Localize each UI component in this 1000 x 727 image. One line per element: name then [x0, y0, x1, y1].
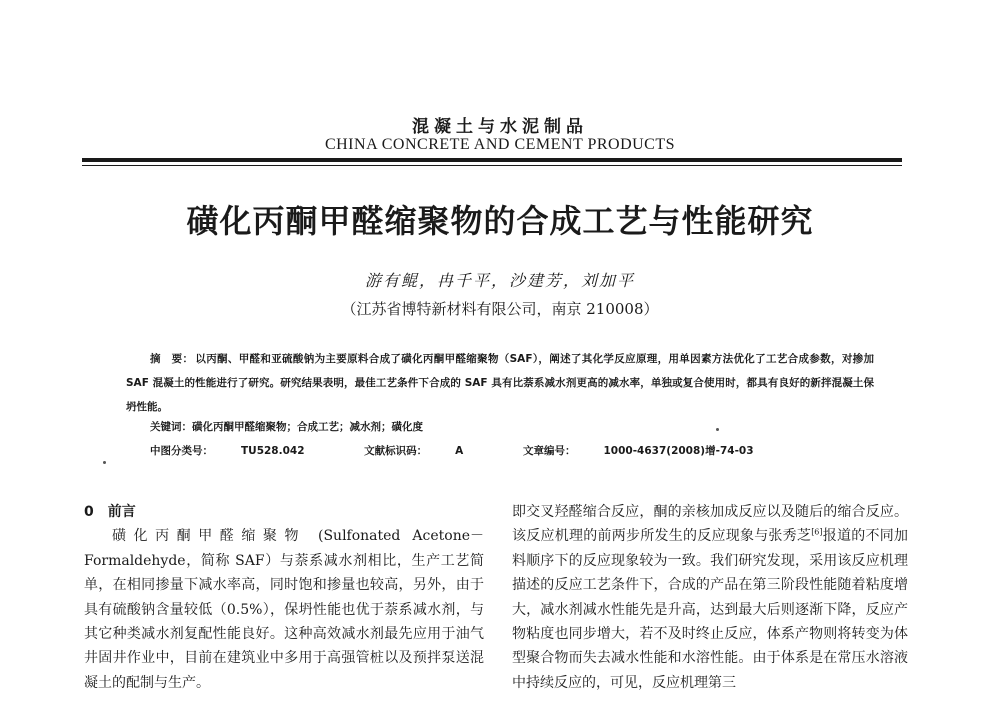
clc-label: 中图分类号：	[150, 445, 213, 457]
keywords-text: 磺化丙酮甲醛缩聚物；合成工艺；减水剂；磺化度	[192, 421, 423, 433]
citation-reference: [6]	[811, 527, 823, 537]
header-rule-thick	[82, 158, 902, 162]
left-column	[84, 500, 484, 695]
right-paragraph-start: 即交叉羟醛缩合反应，酮的亲核加成反应以及随后的缩合反应。该反应机理的前两步所发生的反应现象与张秀芝	[512, 504, 908, 545]
left-paragraph: 磺化丙酮甲醛缩聚物 (Sulfonated Acetone－Formaldehyde，简称 SAF）与萘系减水剂相比，生产工艺简单，在相同掺量下减水率高，同时饱和掺量也较高，另外，由于具有硫酸钠含量较低（0.5%），保坍性能也优于萘系减水剂，与其它种类减水剂复配性能良好。这种高效减水剂最先应用于油气井固井作业中，目前在建筑业中多用于高强管桩以及预拌泵送混凝土的配制与生产。	[84, 528, 484, 691]
clc-group	[150, 445, 333, 457]
journal-name-en: CHINA CONCRETE AND CEMENT PRODUCTS	[324, 136, 676, 153]
article-affiliation: （江苏省博特新材料有限公司，南京 210008）	[341, 300, 659, 318]
scan-speck	[716, 428, 719, 431]
article-authors: 游有鲲，冉千平，沙建芳，刘加平	[364, 271, 635, 290]
article-title: 磺化丙酮甲醛缩聚物的合成工艺与性能研究	[186, 202, 814, 240]
doc-code-label: 文献标识码：	[364, 445, 428, 457]
keywords-line	[150, 419, 423, 434]
section-heading	[84, 500, 484, 524]
abstract-text: 以丙酮、甲醛和亚硫酸钠为主要原料合成了磺化丙酮甲醛缩聚物（SAF），阐述了其化学反应原理，用单因素方法优化了工艺合成参数，对掺加 SAF 混凝土的性能进行了研究。研究结果表明，最佳工艺条件下合成的 SAF 具有比萘系减水剂更高的减水率，单独或复合使用时，都具有良好的新拌混凝土保坍性能。	[126, 353, 875, 413]
abstract	[126, 347, 874, 419]
classification-line	[150, 443, 810, 458]
right-column	[512, 500, 908, 695]
clc-value: TU528.042	[241, 445, 305, 457]
header-rule-thin	[82, 165, 902, 166]
section-number: 0	[84, 504, 94, 520]
section-title: 前言	[107, 504, 136, 520]
doc-code-value: A	[455, 445, 464, 457]
right-paragraph-rest: 报道的不同加料顺序下的反应现象较为一致。我们研究发现，采用该反应机理描述的反应工艺条件下，合成的产品在第三阶段性能随着粘度增大，减水剂减水性能先是升高，达到最大后则逐渐下降，反应产物粘度也同步增大，若不及时终止反应，体系产物则将转变为体型聚合物而失去减水性能和水溶性能。由于体系是在常压水溶液中持续反应的，可见，反应机理第三	[512, 528, 909, 691]
article-no-group	[523, 445, 782, 457]
scan-speck	[103, 461, 106, 464]
keywords-label: 关键词：	[150, 421, 192, 433]
article-no-label: 文章编号：	[522, 445, 576, 457]
abstract-label: 摘 要：	[150, 353, 194, 365]
journal-name-cn: 混凝土与水泥制品	[412, 117, 588, 137]
doc-code-group	[364, 445, 491, 457]
article-no-value: 1000-4637(2008)增-74-03	[603, 445, 754, 457]
